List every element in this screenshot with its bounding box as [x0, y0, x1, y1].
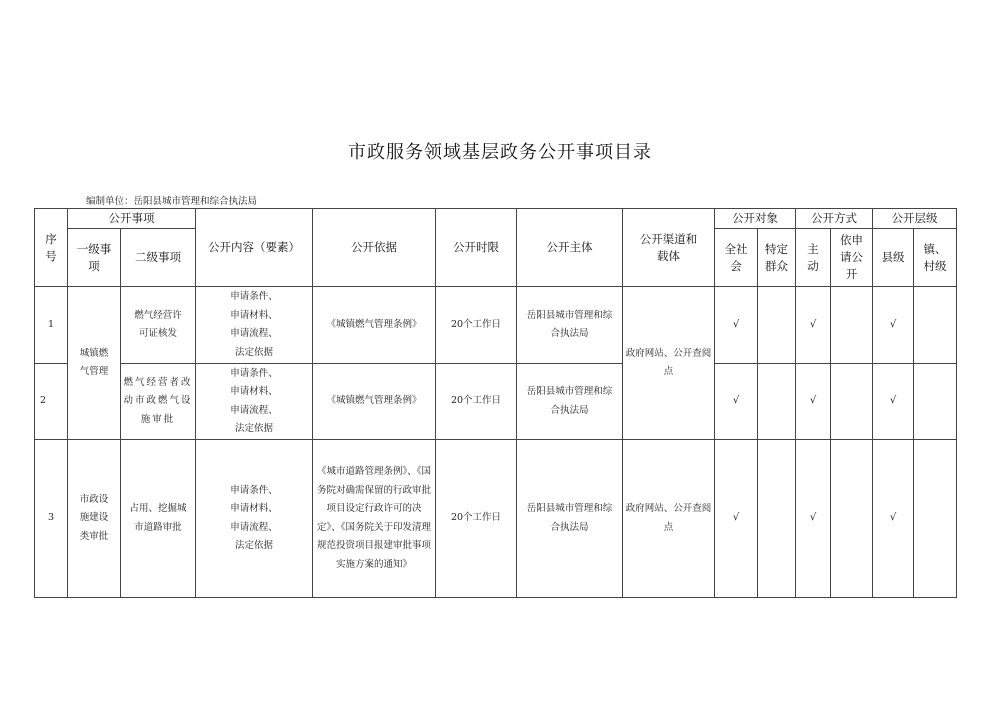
header-level1: 一级事项 — [68, 229, 121, 287]
header-subject: 公开主体 — [517, 209, 623, 287]
table-row — [35, 287, 957, 364]
row-basis: 《城镇燃气管理条例》 — [313, 287, 436, 364]
row-level2: 燃气经营许可证核发 — [121, 287, 196, 364]
row-level-county: √ — [873, 364, 914, 440]
header-time-limit: 公开时限 — [436, 209, 517, 287]
header-seq: 序号 — [35, 209, 68, 287]
table-row — [35, 440, 957, 598]
row-audience-all: √ — [715, 364, 758, 440]
row-basis: 《城镇燃气管理条例》 — [313, 364, 436, 440]
header-method-group: 公开方式 — [796, 209, 873, 229]
header-level-group: 公开层级 — [873, 209, 957, 229]
row-subject: 岳阳县城市管理和综合执法局 — [517, 287, 623, 364]
header-method-active: 主动 — [796, 229, 831, 287]
header-content: 公开内容（要素） — [196, 209, 313, 287]
header-level-county: 县级 — [873, 229, 914, 287]
row-level-town — [914, 440, 957, 598]
row-method-request — [831, 364, 873, 440]
table-row — [35, 364, 957, 440]
row-audience-all: √ — [715, 287, 758, 364]
row-level-county: √ — [873, 287, 914, 364]
page-title: 市政服务领域基层政务公开事项目录 — [348, 142, 652, 163]
header-level2: 二级事项 — [121, 229, 196, 287]
row-level-town — [914, 287, 957, 364]
row-seq: 1 — [35, 287, 68, 364]
disclosure-catalog-table — [34, 208, 957, 598]
row-level1: 市政设施建设类审批 — [68, 440, 121, 598]
row-audience-specific — [758, 440, 796, 598]
row-time-limit: 20个工作日 — [436, 287, 517, 364]
row-content: 申请条件、申请材料、申请流程、法定依据 — [196, 440, 313, 598]
row-seq: 2 — [35, 364, 68, 440]
row-seq: 3 — [35, 440, 68, 598]
row-method-active: √ — [796, 287, 831, 364]
row-audience-all: √ — [715, 440, 758, 598]
row-subject: 岳阳县城市管理和综合执法局 — [517, 440, 623, 598]
header-level-town: 镇、村级 — [914, 229, 957, 287]
row-time-limit: 20个工作日 — [436, 364, 517, 440]
compiling-unit: 编制单位：岳阳县城市管理和综合执法局 — [86, 196, 258, 207]
row-method-request — [831, 287, 873, 364]
row-method-active: √ — [796, 440, 831, 598]
row-method-active: √ — [796, 364, 831, 440]
row-level2: 燃气经营者改动市政燃气设施审批 — [121, 364, 196, 440]
header-basis: 公开依据 — [313, 209, 436, 287]
row-method-request — [831, 440, 873, 598]
row-level2: 占用、挖掘城市道路审批 — [121, 440, 196, 598]
header-audience-group: 公开对象 — [715, 209, 796, 229]
row-subject: 岳阳县城市管理和综合执法局 — [517, 364, 623, 440]
row-basis: 《城市道路管理条例》、《国务院对确需保留的行政审批项目设定行政许可的决定》、《国务院关于印发清理规范投资项目报建审批事项实施方案的通知》 — [313, 440, 436, 598]
row-level-town — [914, 364, 957, 440]
row-audience-specific — [758, 287, 796, 364]
row-channel: 政府网站、公开查阅点 — [623, 440, 715, 598]
header-matter-group: 公开事项 — [68, 209, 196, 229]
header-channel: 公开渠道和载体 — [623, 209, 715, 287]
row-audience-specific — [758, 364, 796, 440]
header-row-1 — [35, 209, 957, 229]
row-level-county: √ — [873, 440, 914, 598]
row-content: 申请条件、申请材料、申请流程、法定依据 — [196, 364, 313, 440]
header-audience-all: 全社会 — [715, 229, 758, 287]
header-audience-specific: 特定群众 — [758, 229, 796, 287]
header-method-request: 依申请公开 — [831, 229, 873, 287]
row-level1: 城镇燃气管理 — [68, 287, 121, 440]
row-channel: 政府网站、公开查阅点 — [623, 287, 715, 440]
row-time-limit: 20个工作日 — [436, 440, 517, 598]
row-content: 申请条件、申请材料、申请流程、法定依据 — [196, 287, 313, 364]
